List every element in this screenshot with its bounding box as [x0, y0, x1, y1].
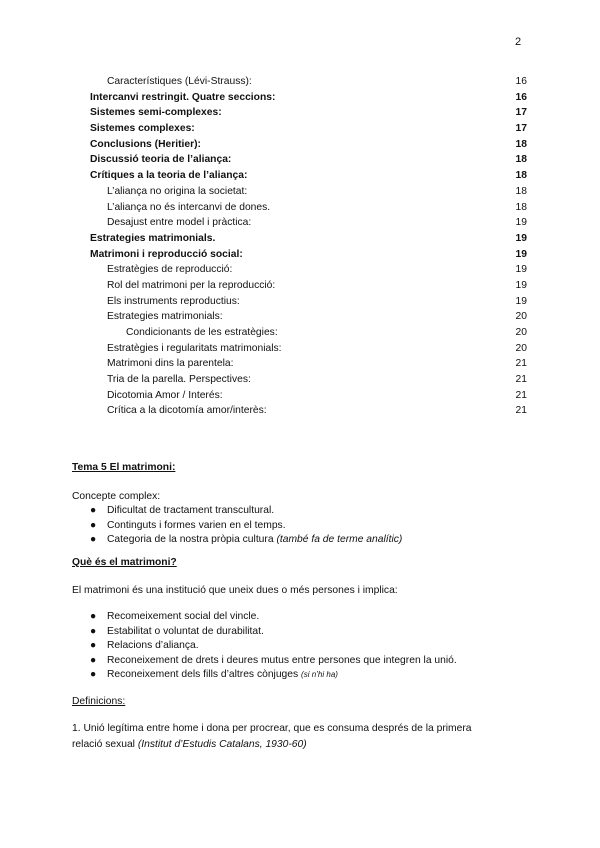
- bullet-item: [72, 533, 542, 548]
- toc-entry[interactable]: [90, 200, 527, 216]
- toc-entry-page: 19: [515, 279, 527, 291]
- toc-entry[interactable]: [90, 356, 527, 372]
- toc-entry-label: Condicionants de les estratègies:: [126, 327, 278, 338]
- toc-entry-label: Discussió teoria de l’aliança:: [90, 154, 232, 166]
- toc-entry[interactable]: [90, 184, 527, 200]
- toc-entry[interactable]: [90, 168, 527, 184]
- tema-intro: Concepte complex:: [72, 491, 161, 502]
- bullet-icon: ●: [90, 654, 97, 666]
- bullet-icon: ●: [90, 534, 97, 545]
- bullet-text: Categoria de la nostra pròpia cultura: [107, 534, 277, 545]
- bullet-small-note: (si n’hi ha): [301, 670, 338, 679]
- bullet-text: Recomeixement social del vincle.: [107, 611, 260, 622]
- toc-entry-page: 16: [515, 76, 527, 87]
- toc-entry-page: 19: [515, 264, 527, 276]
- toc-entry[interactable]: [90, 152, 527, 168]
- toc-entry-page: 19: [515, 295, 527, 307]
- bullet-icon: ●: [90, 669, 97, 680]
- toc-entry[interactable]: [90, 341, 527, 357]
- que-es-intro: El matrimoni és una institució que uneix dues o més persones i implica:: [72, 585, 398, 596]
- toc-entry[interactable]: [90, 278, 527, 294]
- toc-entry[interactable]: [90, 247, 527, 263]
- toc-entry[interactable]: [90, 90, 527, 106]
- toc-entry[interactable]: [90, 388, 527, 404]
- definition-1-line2: relació sexual: [72, 739, 138, 750]
- toc-entry-label: Estrategies matrimonials.: [90, 232, 216, 244]
- toc-entry-page: 18: [515, 154, 527, 166]
- toc-entry-page: 18: [515, 201, 527, 213]
- table-of-contents: [90, 74, 527, 419]
- toc-entry-page: 16: [515, 91, 527, 103]
- que-es-bullet-list: [72, 610, 542, 683]
- que-es-section: [72, 555, 542, 683]
- bullet-icon: ●: [90, 640, 97, 651]
- bullet-text: Reconeixement dels fills d’altres cònjuges: [107, 669, 302, 680]
- toc-entry-label: Estratègies i regularitats matrimonials:: [107, 342, 282, 354]
- bullet-text: Dificultat de tractament transcultural.: [107, 505, 275, 516]
- toc-entry-page: 21: [515, 405, 527, 417]
- toc-entry-page: 18: [515, 185, 527, 197]
- toc-entry-page: 21: [515, 389, 527, 401]
- tema-bullet-list: [72, 504, 542, 548]
- toc-entry[interactable]: [90, 137, 527, 153]
- toc-entry-label: Matrimoni i reproducció social:: [90, 248, 243, 260]
- toc-entry-label: Intercanvi restringit. Quatre seccions:: [90, 91, 276, 103]
- toc-entry[interactable]: [90, 121, 527, 137]
- toc-entry-page: 20: [515, 311, 527, 323]
- bullet-text: Relacions d’aliança.: [107, 640, 199, 651]
- bullet-item: [72, 519, 542, 534]
- toc-entry-page: 19: [515, 217, 527, 229]
- tema-section: [72, 460, 542, 548]
- toc-entry[interactable]: [90, 215, 527, 231]
- toc-entry-page: 20: [515, 327, 527, 338]
- toc-entry[interactable]: [90, 105, 527, 121]
- bullet-item: [72, 625, 542, 640]
- toc-entry-label: Conclusions (Heritier):: [90, 138, 201, 150]
- definicions-section: [72, 694, 542, 753]
- toc-entry-page: 17: [515, 107, 527, 119]
- tema-title: Tema 5 El matrimoni:: [72, 462, 176, 473]
- bullet-item: [72, 610, 542, 625]
- toc-entry[interactable]: [90, 403, 527, 419]
- toc-entry-label: Estrategies matrimonials:: [107, 311, 223, 323]
- bullet-text: Estabilitat o voluntat de durabilitat.: [107, 625, 264, 637]
- bullet-icon: ●: [90, 519, 97, 531]
- toc-entry-label: L’aliança no és intercanvi de dones.: [107, 201, 271, 213]
- toc-entry-label: Rol del matrimoni per la reproducció:: [107, 279, 276, 291]
- toc-entry[interactable]: [90, 372, 527, 388]
- toc-entry-label: Els instruments reproductius:: [107, 295, 240, 307]
- toc-entry[interactable]: [90, 74, 527, 90]
- toc-entry[interactable]: [90, 231, 527, 247]
- toc-entry[interactable]: [90, 325, 527, 341]
- bullet-item: [72, 668, 542, 683]
- toc-entry-label: Estratègies de reproducció:: [107, 264, 233, 276]
- toc-entry-page: 21: [515, 358, 527, 370]
- definition-1-source: (Institut d’Estudis Catalans, 1930-60): [137, 739, 307, 750]
- page-number: 2: [515, 36, 522, 48]
- toc-entry-label: Sistemes complexes:: [90, 123, 195, 135]
- toc-entry-page: 17: [515, 123, 527, 135]
- bullet-item: [72, 654, 542, 669]
- toc-entry-page: 20: [515, 342, 527, 354]
- bullet-icon: ●: [90, 505, 97, 516]
- definicions-title: Definicions:: [72, 696, 126, 707]
- toc-entry-label: Dicotomia Amor / Interés:: [107, 389, 223, 401]
- toc-entry-label: Característiques (Lévi-Strauss):: [107, 76, 252, 87]
- toc-entry[interactable]: [90, 262, 527, 278]
- toc-entry-label: L’aliança no origina la societat:: [107, 185, 248, 197]
- toc-entry[interactable]: [90, 309, 527, 325]
- bullet-text: Reconeixement de drets i deures mutus entre persones que integren la unió.: [107, 654, 457, 666]
- bullet-text: Continguts i formes varien en el temps.: [107, 519, 286, 531]
- toc-entry-page: 18: [515, 138, 527, 150]
- toc-entry-label: Desajust entre model i pràctica:: [107, 217, 252, 229]
- definition-1: [72, 721, 542, 753]
- bullet-icon: ●: [90, 625, 97, 637]
- bullet-italic-note: (també fa de terme analític): [276, 534, 403, 545]
- toc-entry-page: 19: [515, 248, 527, 260]
- toc-entry-page: 21: [515, 374, 527, 386]
- toc-entry-label: Sistemes semi-complexes:: [90, 107, 222, 119]
- bullet-item: [72, 639, 542, 654]
- toc-entry-label: Crítiques a la teoria de l’aliança:: [90, 170, 248, 182]
- definition-1-line1: 1. Unió legítima entre home i dona per procrear, que es consuma després de la primera: [72, 723, 472, 734]
- toc-entry-label: Tria de la parella. Perspectives:: [107, 374, 251, 386]
- que-es-title: Què és el matrimoni?: [72, 557, 177, 568]
- toc-entry-label: Matrimoni dins la parentela:: [107, 358, 234, 370]
- toc-entry-label: Crítica a la dicotomía amor/interès:: [107, 405, 267, 417]
- toc-entry[interactable]: [90, 294, 527, 310]
- toc-entry-page: 18: [515, 170, 527, 182]
- bullet-icon: ●: [90, 611, 97, 622]
- bullet-item: [72, 504, 542, 519]
- toc-entry-page: 19: [515, 232, 527, 244]
